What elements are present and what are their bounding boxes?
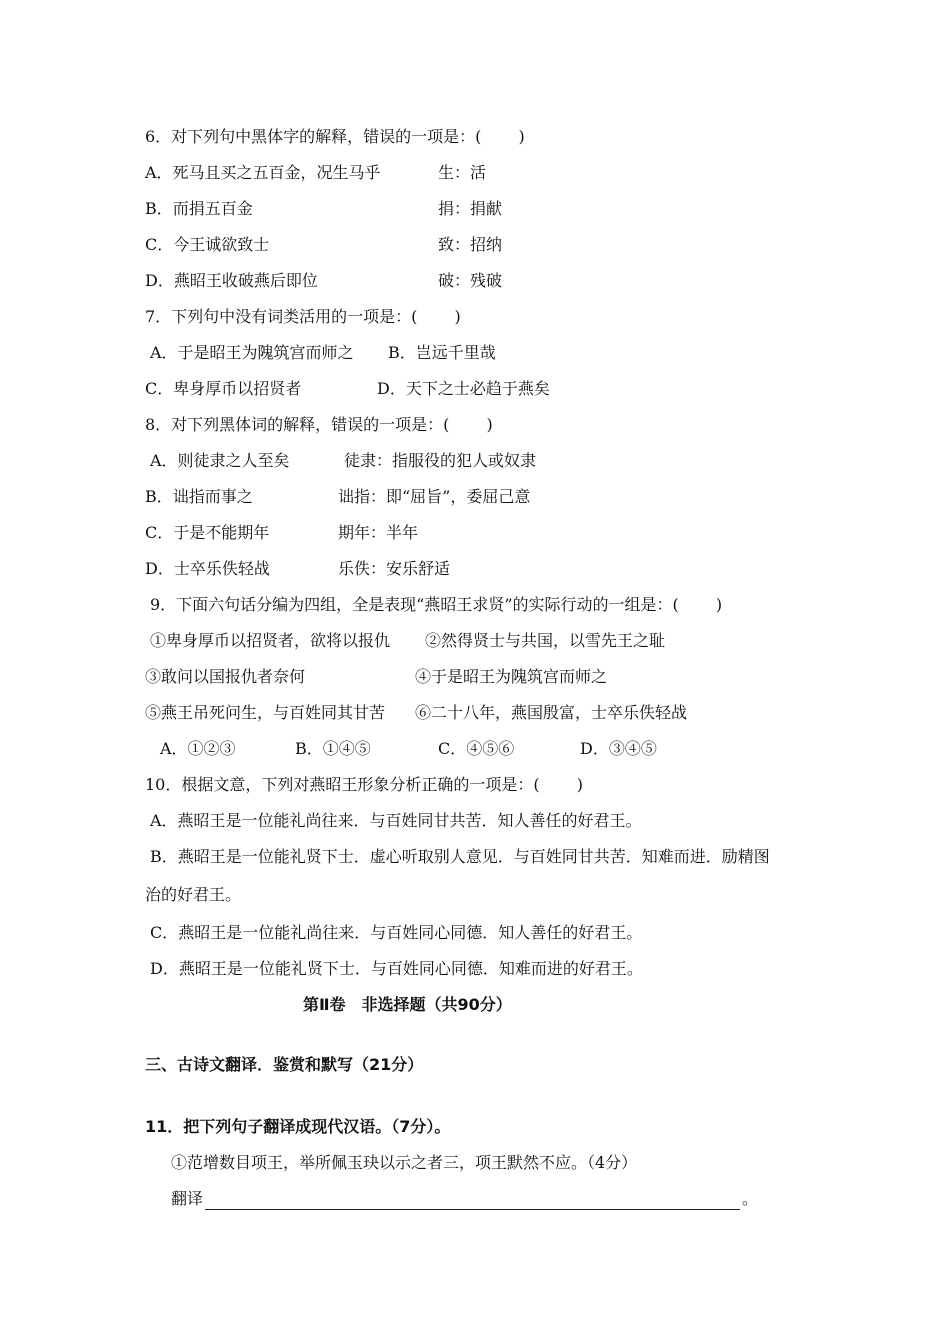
q6-option-b-gloss: 捐：捐献 (438, 199, 503, 218)
q8-option-d-gloss: 乐佚：安乐舒适 (338, 559, 451, 578)
q10-option-a: A．燕昭王是一位能礼尚往来．与百姓同甘共苦．知人善任的好君王。 (150, 811, 642, 830)
q7-stem: 7．下列句中没有词类活用的一项是：( ) (145, 307, 461, 326)
q7-row2 (145, 378, 550, 400)
q10-option-b-line2: 治的好君王。 (145, 885, 242, 904)
translation-line (171, 1188, 758, 1210)
q9-choice-c: C．④⑤⑥ (438, 739, 515, 758)
part2-title: 第Ⅱ卷 非选择题（共90分） (303, 995, 512, 1014)
q8-option-c (145, 522, 419, 544)
q9-sentence-6: ⑥二十八年，燕国殷富，士卒乐佚轻战 (415, 703, 688, 722)
q8-option-b-text: B．诎指而事之 (145, 487, 253, 506)
q9-stem: 9．下面六句话分编为四组，全是表现“燕昭王求贤”的实际行动的一组是：( ) (150, 595, 723, 614)
q8-option-b (145, 486, 531, 508)
q9-choice-b: B．①④⑤ (295, 739, 371, 758)
q7-row1 (150, 342, 496, 364)
q11-stem: 11．把下列句子翻译成现代汉语。（7分）。 (145, 1117, 451, 1136)
q10-option-c: C．燕昭王是一位能礼尚往来．与百姓同心同德．知人善任的好君王。 (150, 923, 643, 942)
q9-choice-d: D．③④⑤ (580, 739, 657, 758)
q9-sentence-4: ④于是昭王为隗筑宫而师之 (415, 667, 608, 686)
q10-stem: 10．根据文意，下列对燕昭王形象分析正确的一项是：( ) (145, 775, 583, 794)
q10-option-d: D．燕昭王是一位能礼贤下士．与百姓同心同德．知难而进的好君王。 (150, 959, 643, 978)
q7-option-b: B．岂远千里哉 (388, 343, 496, 362)
q8-option-a (150, 450, 537, 472)
q8-option-a-gloss: 徒隶：指服役的犯人或奴隶 (344, 451, 537, 470)
q8-option-c-gloss: 期年：半年 (338, 523, 419, 542)
q10-option-b-line1: B．燕昭王是一位能礼贤下士．虚心听取别人意见．与百姓同甘共苦．知难而进．励精图 (150, 847, 770, 866)
q9-sentence-2: ②然得贤士与共国，以雪先王之耻 (425, 631, 666, 650)
q11-item-1: ①范增数目项王，举所佩玉玦以示之者三，项王默然不应。（4分） (171, 1153, 638, 1172)
q8-stem: 8．对下列黑体词的解释，错误的一项是：( ) (145, 415, 493, 434)
q6-option-d-gloss: 破：残破 (438, 271, 503, 290)
q6-option-a-gloss: 生：活 (438, 163, 487, 182)
translate-end: 。 (742, 1189, 759, 1208)
q8-option-d-text: D．士卒乐佚轻战 (145, 559, 270, 578)
q7-option-a: A．于是昭王为隗筑宫而师之 (150, 343, 354, 362)
q8-option-a-text: A．则徒隶之人至矣 (150, 451, 290, 470)
q9-sentence-3: ③敢问以国报仇者奈何 (145, 667, 306, 686)
q6-option-c-text: C．今王诚欲致士 (145, 235, 270, 254)
section3-heading: 三、古诗文翻译．鉴赏和默写（21分） (145, 1055, 424, 1074)
q6-option-a (145, 162, 487, 184)
q9-choice-a: A．①②③ (160, 739, 236, 758)
q8-option-d (145, 558, 451, 580)
q7-option-d: D．天下之士必趋于燕矣 (377, 379, 550, 398)
q9-row2 (145, 666, 608, 688)
q6-option-d (145, 270, 503, 292)
q9-row1 (150, 630, 666, 652)
q9-sentence-5: ⑤燕王吊死问生，与百姓同其甘苦 (145, 703, 386, 722)
q8-option-b-gloss: 诎指：即“屈旨”，委屈己意 (338, 487, 531, 506)
q7-option-c: C．卑身厚币以招贤者 (145, 379, 302, 398)
q6-option-d-text: D．燕昭王收破燕后即位 (145, 271, 318, 290)
q6-option-a-text: A．死马且买之五百金，况生马乎 (145, 163, 381, 182)
q6-option-b-text: B．而捐五百金 (145, 199, 253, 218)
q6-option-c-gloss: 致：招纳 (438, 235, 503, 254)
q6-option-c (145, 234, 503, 256)
translate-label: 翻译 (171, 1189, 204, 1208)
q9-sentence-1: ①卑身厚币以招贤者，欲将以报仇 (150, 631, 391, 650)
q6-stem: 6．对下列句中黑体字的解释，错误的一项是：( ) (145, 127, 525, 146)
q6-option-b (145, 198, 503, 220)
answer-blank[interactable] (205, 1193, 740, 1210)
q9-row3 (145, 702, 688, 724)
q8-option-c-text: C．于是不能期年 (145, 523, 270, 542)
